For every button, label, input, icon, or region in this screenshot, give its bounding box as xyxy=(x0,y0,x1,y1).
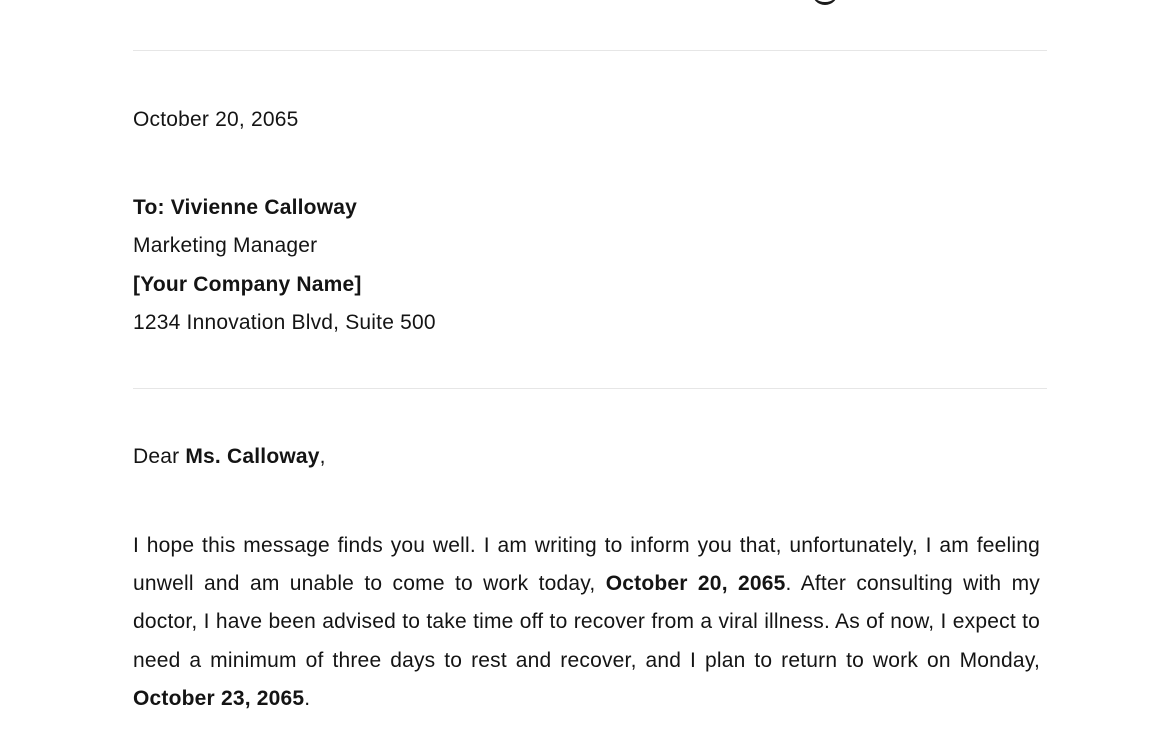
body-text-part2: . After consulting with my doctor, I have been advised to take time off to recover from a viral illness. As of now, I expect to need a minimum of three days to rest and recover, and I plan to return to work on Monday, xyxy=(133,572,1040,672)
recipient-company: [Your Company Name] xyxy=(133,273,362,296)
body-text-part1: I hope this message finds you well. I am writing to inform you that, unfortunately, I am feeling unwell and am unable to come to work today, xyxy=(133,534,1040,596)
absence-date: October 20, 2065 xyxy=(605,572,786,596)
recipient-title: Marketing Manager xyxy=(133,234,318,257)
recipient-address: 1234 Innovation Blvd, Suite 500 xyxy=(133,311,436,334)
salutation-name: Ms. Calloway xyxy=(185,445,320,468)
middle-divider xyxy=(133,388,1047,389)
decorative-glyph-fragment xyxy=(812,0,838,5)
top-divider xyxy=(133,50,1047,51)
return-date: October 23, 2065 xyxy=(133,686,305,710)
recipient-name: To: Vivienne Calloway xyxy=(133,196,357,219)
salutation-suffix: , xyxy=(319,445,326,468)
body-paragraph xyxy=(133,527,1040,718)
salutation-prefix: Dear xyxy=(133,445,186,468)
body-text-part3: . xyxy=(304,686,311,710)
letter-date: October 20, 2065 xyxy=(133,108,299,131)
salutation xyxy=(133,438,326,476)
